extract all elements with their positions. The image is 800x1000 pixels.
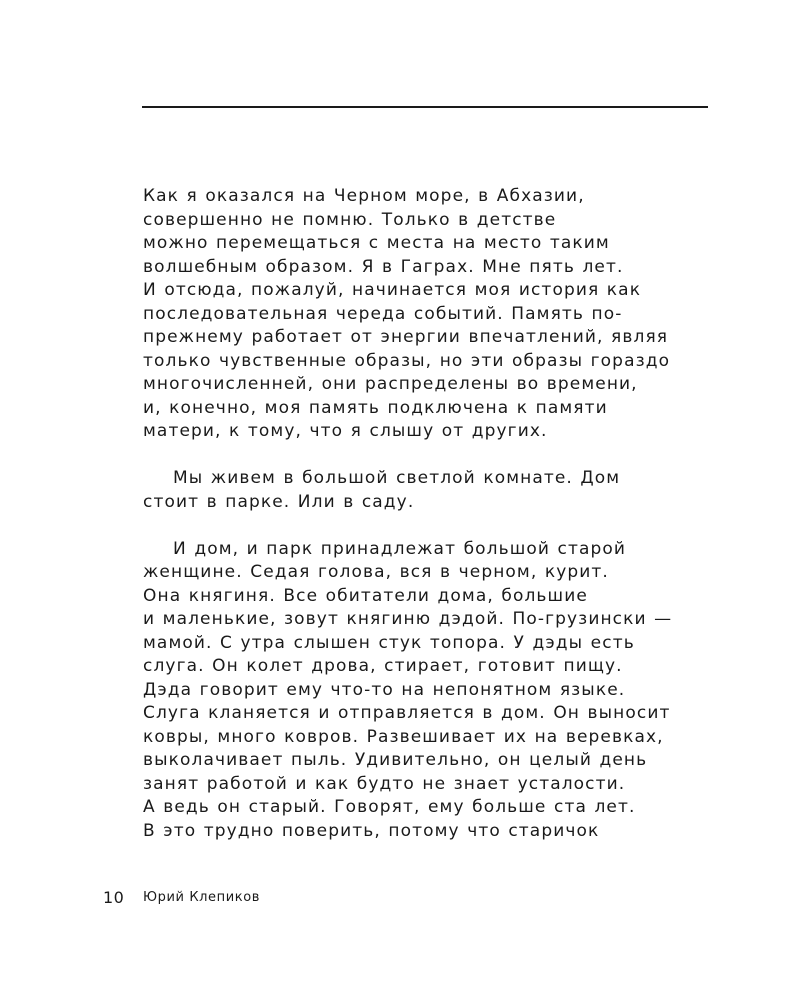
text-line: волшебным образом. Я в Гаграх. Мне пять лет. (143, 256, 624, 277)
text-line: матери, к тому, что я слышу от других. (143, 421, 548, 441)
body-text (143, 185, 723, 843)
text-line: Мы живем в большой светлой комнате. Дом (143, 468, 621, 488)
paragraph-3 (143, 538, 723, 844)
text-line: Она княгиня. Все обитатели дома, большие (143, 585, 588, 606)
text-line: занят работой и как будто не знает усталости. (143, 773, 626, 794)
running-author: Юрий Клепиков (143, 890, 261, 905)
top-rule (142, 106, 708, 108)
page-number: 10 (103, 888, 125, 907)
text-line: ковры, много ковров. Развешивает их на веревках, (143, 726, 664, 747)
paragraph-1 (143, 185, 723, 444)
text-line: совершенно не помню. Только в детстве (143, 209, 557, 230)
page-footer (0, 888, 800, 910)
text-line: А ведь он старый. Говорят, ему больше ста лет. (143, 797, 636, 817)
text-line: женщине. Седая голова, вся в черном, курит. (143, 562, 609, 582)
text-line: слуга. Он колет дрова, стирает, готовит пищу. (143, 656, 623, 676)
text-line: прежнему работает от энергии впечатлений, являя (143, 327, 669, 347)
text-line: мамой. С утра слышен стук топора. У дэды есть (143, 632, 635, 653)
text-line: только чувственные образы, но эти образы гораздо (143, 350, 671, 371)
text-line: и маленькие, зовут княгиню дэдой. По-грузински — (143, 609, 673, 629)
text-line: многочисленней, они распределены во времени, (143, 374, 638, 394)
text-line: можно перемещаться с места на место таким (143, 233, 610, 253)
text-line: В это трудно поверить, потому что старичок (143, 820, 600, 841)
text-line: и, конечно, моя память подключена к памяти (143, 397, 608, 418)
text-line: Как я оказался на Черном море, в Абхазии, (143, 186, 585, 206)
text-line: И дом, и парк принадлежат большой старой (143, 538, 627, 559)
text-line: Слуга кланяется и отправляется в дом. Он выносит (143, 703, 671, 723)
text-line: последовательная череда событий. Память по- (143, 303, 623, 324)
text-line: Дэда говорит ему что-то на непонятном языке. (143, 679, 626, 700)
text-line: стоит в парке. Или в саду. (143, 491, 415, 512)
text-line: выколачивает пыль. Удивительно, он целый день (143, 750, 648, 770)
text-line: И отсюда, пожалуй, начинается моя история как (143, 280, 642, 300)
paragraph-2 (143, 467, 723, 514)
